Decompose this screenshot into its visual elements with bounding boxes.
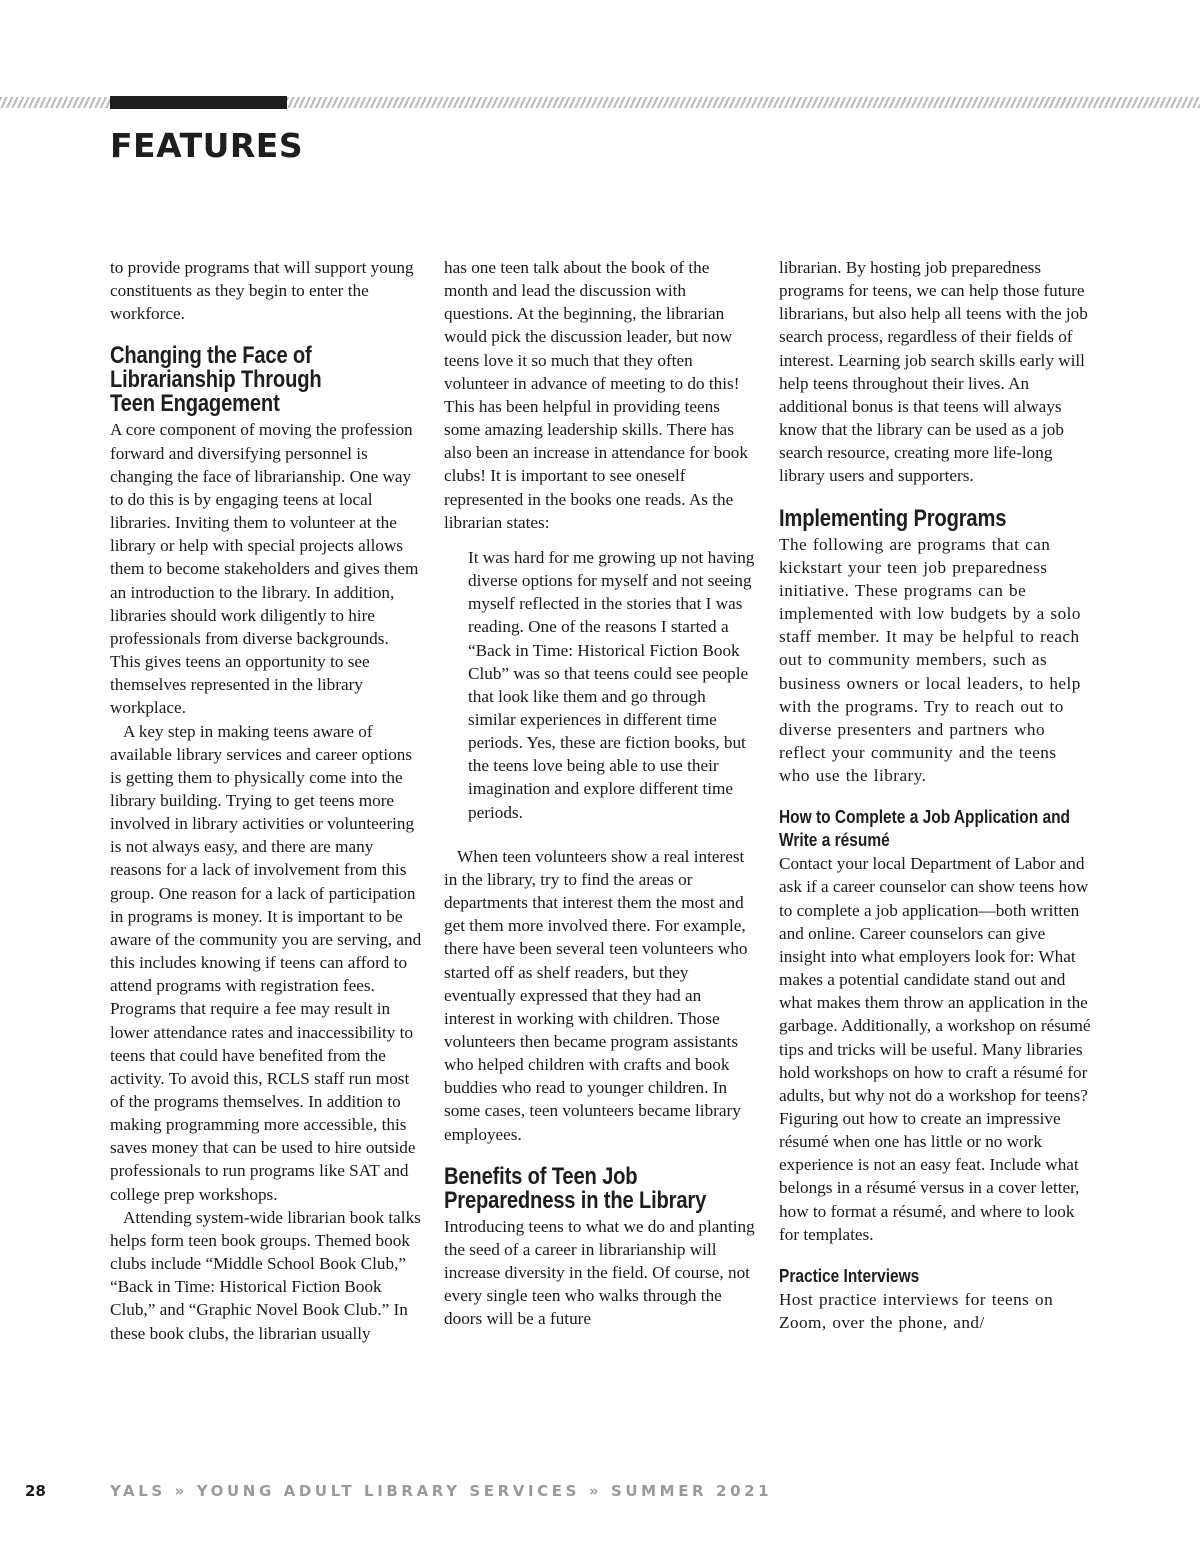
paragraph: Contact your local Department of Labor and ask if a career counselor can show teens how to complete a job application—both written and online. Career counselors can give insight into what employers look for: What makes a potential candidate stand out and what makes them throw an application in the garbage. Additionally, a workshop on résumé tips and tricks will be useful. Many libraries hold workshops on how to craft a résumé for adults, but why not do a workshop for teens? Figuring out how to create an impressive résumé when one has little or no work experience is not an easy feat. Include what belongs in a résumé versus in a cover letter, how to format a résumé, and where to look for templates. <box>779 854 1091 1244</box>
column-2 <box>444 256 756 1331</box>
paragraph: A core component of moving the profession forward and diversifying personnel is changing the face of librarianship. One way to do this is by engaging teens at local libraries. Inviting them to volunteer at the library or help with special projects allows them to become stakeholders and gives them an introduction to the library. In addition, libraries should work diligently to hire professionals from diverse backgrounds. This gives teens an opportunity to see themselves represented in the library workplace. <box>110 420 419 718</box>
paragraph: Introducing teens to what we do and planting the seed of a career in librarianship will increase diversity in the field. Of course, not every single teen who walks through the doors will be a future <box>444 1216 755 1329</box>
paragraph: to provide programs that will support young constituents as they begin to enter the workforce. <box>110 258 414 324</box>
paragraph: has one teen talk about the book of the month and lead the discussion with questions. At the beginning, the librarian would pick the discussion leader, but now teens love it so much that they often volunteer in advance of meeting to do this! This has been helpful in providing teens some amazing leadership skills. There has also been an increase in attendance for book clubs! It is important to see oneself represented in the books one reads. As the librarian states: <box>444 258 748 532</box>
heading-changing-face: Changing the Face of Librarianship Through Teen Engagement <box>110 342 322 418</box>
page-footer <box>0 1480 1200 1504</box>
paragraph: When teen volunteers show a real interest in the library, try to find the areas or departments that interest them the most and get them more involved there. For example, there have been several teen volunteers who started off as shelf readers, but they eventually expressed that they had an interest in working with children. Those volunteers then became program assistants who helped children with crafts and book buddies who read to younger children. In some cases, teen volunteers became library employees. <box>444 846 748 1144</box>
paragraph: A key step in making teens aware of available library services and career options is getting them to physically come into the library building. Trying to get teens more involved in library activities or volunteering is not always easy, and there are many reasons for a lack of involvement from this group. One reason for a lack of participation in programs is money. It is important to be aware of the community you are serving, and this includes knowing if teens can afford to attend programs with registration fees. Programs that require a fee may result in lower attendance rates and inaccessibility to teens that could have benefited from the activity. To avoid this, RCLS staff run most of the programs themselves. In addition to making programming more accessible, this saves money that can be used to hire outside professionals to run programs like SAT and college prep workshops. <box>110 721 422 1204</box>
header-accent-bar <box>110 96 287 109</box>
block-quote: It was hard for me growing up not having diverse options for myself and not seeing myself reflected in the stories that I was reading. One of the reasons I started a “Back in Time: Historical Fiction Book Club” was so that teens could see people that look like them and go through similar experiences in different time periods. Yes, these are fiction books, but the teens love being able to use their imagination and explore different time periods. <box>468 547 755 822</box>
paragraph: librarian. By hosting job preparedness programs for teens, we can help those future librarians, but also help all teens with the job search process, regardless of their fields of interest. Learning job search skills early will help teens throughout their lives. An additional bonus is that teens will always know that the library can be used as a job search resource, creating more life-long library users and supporters. <box>779 258 1088 486</box>
heading-job-application: How to Complete a Job Application and Write a résumé <box>779 807 1070 851</box>
running-title: YALS » YOUNG ADULT LIBRARY SERVICES » SUMMER 2021 <box>110 1482 773 1500</box>
heading-practice-interviews: Practice Interviews <box>779 1265 920 1286</box>
paragraph: The following are programs that can kickstart your teen job preparedness initiative. These programs can be implemented with low budgets by a solo staff member. It may be helpful to reach out to community members, such as business owners or local leaders, to help with the programs. Try to reach out to diverse presenters and partners who reflect your community and the teens who use the library. <box>779 534 1081 786</box>
heading-implementing: Implementing Programs <box>779 504 1007 532</box>
section-label: FEATURES <box>110 126 304 165</box>
column-3 <box>779 256 1091 1334</box>
paragraph: Host practice interviews for teens on Zoom, over the phone, and/ <box>779 1289 1054 1333</box>
column-1 <box>110 256 422 1345</box>
paragraph: Attending system-wide librarian book talks helps form teen book groups. Themed book clubs include “Middle School Book Club,” “Back in Time: Historical Fiction Book Club,” and “Graphic Novel Book Club.” In these book clubs, the librarian usually <box>110 1207 421 1343</box>
page-number: 28 <box>25 1482 46 1500</box>
heading-benefits: Benefits of Teen Job Preparedness in the Library <box>444 1162 707 1214</box>
